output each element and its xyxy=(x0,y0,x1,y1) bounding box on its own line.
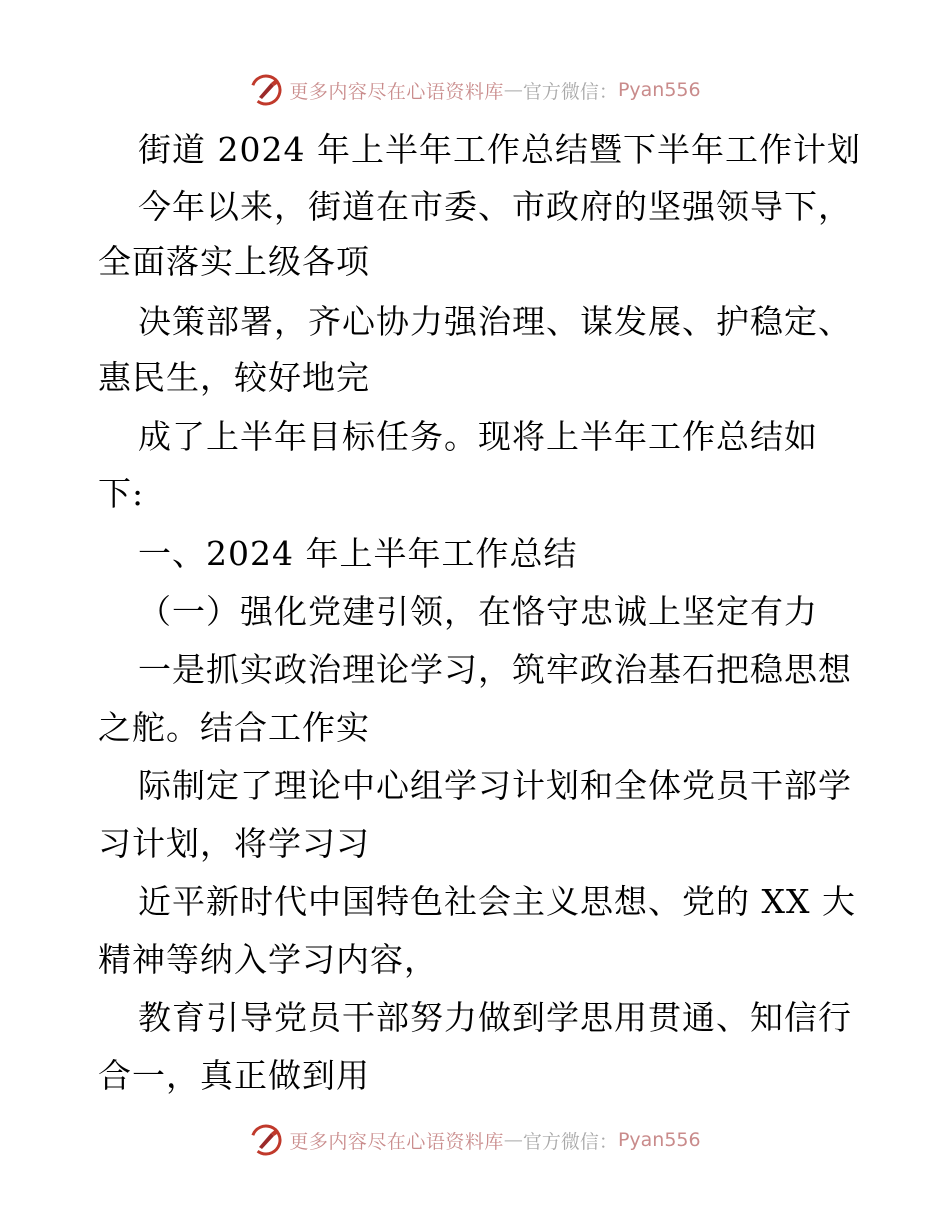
logo-icon xyxy=(249,1123,283,1157)
watermark-wechat-label: 官方微信： xyxy=(522,1130,618,1153)
body-line: 下: xyxy=(98,474,145,513)
subsection-heading: （一）强化党建引领，在恪守忠诚上坚定有力 xyxy=(138,592,818,631)
body-line: 际制定了理论中心组学习计划和全体党员干部学 xyxy=(138,766,852,805)
body-line: 成了上半年目标任务。现将上半年工作总结如 xyxy=(138,417,818,456)
document-title: 街道 2024 年上半年工作总结暨下半年工作计划 xyxy=(138,130,861,169)
body-line: 全面落实上级各项 xyxy=(98,242,370,281)
watermark-separator: — xyxy=(503,1129,523,1151)
body-line: 教育引导党员干部努力做到学思用贯通、知信行 xyxy=(138,998,852,1037)
body-line: 决策部署，齐心协力强治理、谋发展、护稳定、 xyxy=(138,302,852,341)
body-line: 近平新时代中国特色社会主义思想、党的 XX 大 xyxy=(138,882,856,921)
body-line: 习计划，将学习习 xyxy=(98,824,370,863)
watermark-wechat-id: Pyan556 xyxy=(617,79,701,101)
body-line: 今年以来，街道在市委、市政府的坚强领导下， xyxy=(138,187,852,226)
body-line: 之舵。结合工作实 xyxy=(98,708,370,747)
watermark-brand: 更多内容尽在心语资料库 xyxy=(289,80,504,103)
body-line: 一是抓实政治理论学习，筑牢政治基石把稳思想 xyxy=(138,650,852,689)
watermark-brand: 更多内容尽在心语资料库 xyxy=(289,1130,504,1153)
body-line: 合一，真正做到用 xyxy=(98,1056,370,1095)
watermark-separator: — xyxy=(503,79,523,101)
watermark-wechat-label: 官方微信： xyxy=(522,80,618,103)
body-line: 精神等纳入学习内容， xyxy=(98,940,438,979)
body-line: 惠民生，较好地完 xyxy=(98,358,370,397)
header-watermark xyxy=(0,70,950,110)
watermark-wechat-id: Pyan556 xyxy=(617,1129,701,1151)
footer-watermark xyxy=(0,1120,950,1160)
logo-icon xyxy=(249,73,283,107)
section-heading: 一、2024 年上半年工作总结 xyxy=(138,534,578,573)
